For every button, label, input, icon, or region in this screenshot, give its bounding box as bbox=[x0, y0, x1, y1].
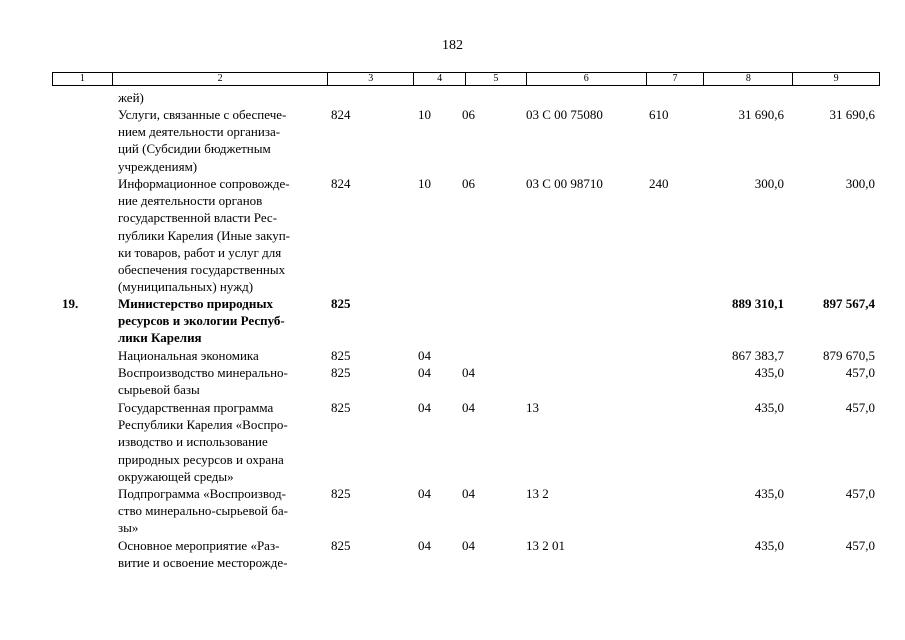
row-name bbox=[118, 537, 287, 571]
cell-col-9: 897 567,4 bbox=[823, 296, 875, 311]
cell-col-3: 824 bbox=[331, 107, 351, 122]
row-name-line: (муниципальных) нужд) bbox=[118, 279, 254, 295]
cell-col-3: 824 bbox=[331, 176, 351, 191]
cell-col-4: 10 bbox=[418, 176, 431, 191]
page-number: 182 bbox=[442, 38, 463, 53]
row-name bbox=[118, 364, 288, 398]
cell-col-7: 240 bbox=[649, 176, 669, 191]
row-name-line: Информационное сопровожде- bbox=[118, 176, 290, 191]
row-name-line: зы» bbox=[118, 520, 139, 536]
table-row bbox=[52, 89, 880, 106]
cell-col-8: 889 310,1 bbox=[732, 296, 784, 311]
row-name-line: Республики Карелия «Воспро- bbox=[118, 417, 288, 433]
row-name-line: природных ресурсов и охрана bbox=[118, 451, 284, 467]
row-name-line: ки товаров, работ и услуг для bbox=[118, 244, 282, 260]
header-col-5: 5 bbox=[466, 73, 527, 85]
cell-col-3: 825 bbox=[331, 365, 351, 380]
row-name-line: Подпрограмма «Воспроизвод- bbox=[118, 486, 287, 501]
row-name-line: ций (Субсидии бюджетным bbox=[118, 141, 271, 157]
cell-col-3: 825 bbox=[331, 296, 351, 311]
header-col-8: 8 bbox=[704, 73, 793, 85]
cell-col-9: 31 690,6 bbox=[829, 107, 875, 122]
row-name-line: публики Карелия (Иные закуп- bbox=[118, 227, 291, 243]
table-row bbox=[52, 364, 880, 398]
cell-col-6: 13 bbox=[526, 400, 539, 415]
row-name bbox=[118, 347, 259, 364]
cell-col-4: 04 bbox=[418, 365, 431, 380]
cell-col-8: 867 383,7 bbox=[732, 348, 784, 363]
row-name-line: изводство и использование bbox=[118, 434, 268, 450]
cell-col-9: 879 670,5 bbox=[823, 348, 875, 363]
row-name-line: жей) bbox=[118, 90, 144, 105]
row-name-line: лики Карелия bbox=[118, 330, 202, 346]
row-name-line: Воспроизводство минерально- bbox=[118, 365, 288, 380]
row-name bbox=[118, 89, 144, 106]
cell-col-5: 04 bbox=[462, 365, 475, 380]
row-name-line: ние деятельности органов bbox=[118, 193, 263, 209]
cell-col-4: 04 bbox=[418, 400, 431, 415]
cell-col-6: 03 С 00 75080 bbox=[526, 107, 603, 122]
row-name-line: нием деятельности организа- bbox=[118, 124, 281, 140]
header-col-1: 1 bbox=[53, 73, 113, 85]
cell-col-5: 04 bbox=[462, 486, 475, 501]
cell-col-8: 31 690,6 bbox=[738, 107, 784, 122]
cell-col-4: 04 bbox=[418, 486, 431, 501]
row-name-line: Национальная экономика bbox=[118, 348, 259, 363]
row-name-line: Услуги, связанные с обеспече- bbox=[118, 107, 287, 122]
table-row bbox=[52, 106, 880, 175]
cell-col-3: 825 bbox=[331, 400, 351, 415]
row-name-line: Государственная программа bbox=[118, 400, 274, 415]
row-name-line: окружающей среды» bbox=[118, 468, 234, 484]
row-name-line: Основное мероприятие «Раз- bbox=[118, 538, 280, 553]
cell-col-8: 300,0 bbox=[754, 176, 784, 191]
row-number: 19. bbox=[62, 296, 79, 311]
cell-col-7: 610 bbox=[649, 107, 669, 122]
cell-col-9: 457,0 bbox=[845, 538, 875, 553]
table-header bbox=[52, 72, 880, 86]
cell-col-5: 06 bbox=[462, 176, 475, 191]
cell-col-5: 06 bbox=[462, 107, 475, 122]
table-row bbox=[52, 295, 880, 347]
header-col-6: 6 bbox=[527, 73, 647, 85]
row-name-line: сырьевой базы bbox=[118, 382, 200, 398]
header-col-3: 3 bbox=[328, 73, 414, 85]
row-name bbox=[118, 485, 288, 537]
cell-col-5: 04 bbox=[462, 400, 475, 415]
cell-col-8: 435,0 bbox=[754, 365, 784, 380]
row-name-line: обеспечения государственных bbox=[118, 262, 286, 278]
row-name bbox=[118, 175, 290, 295]
row-name bbox=[118, 295, 285, 347]
cell-col-4: 04 bbox=[418, 348, 431, 363]
cell-col-6: 13 2 bbox=[526, 486, 549, 501]
cell-col-8: 435,0 bbox=[754, 400, 784, 415]
cell-col-9: 300,0 bbox=[845, 176, 875, 191]
cell-col-6: 03 С 00 98710 bbox=[526, 176, 603, 191]
header-col-9: 9 bbox=[833, 73, 839, 84]
cell-col-9: 457,0 bbox=[845, 365, 875, 380]
table-row bbox=[52, 347, 880, 364]
table-row bbox=[52, 537, 880, 571]
cell-col-9: 457,0 bbox=[845, 486, 875, 501]
cell-col-8: 435,0 bbox=[754, 538, 784, 553]
row-name-line: ство минерально-сырьевой ба- bbox=[118, 503, 288, 519]
cell-col-3: 825 bbox=[331, 538, 351, 553]
cell-col-5: 04 bbox=[462, 538, 475, 553]
header-col-2: 2 bbox=[113, 73, 328, 85]
row-name-line: витие и освоение месторожде- bbox=[118, 555, 288, 571]
row-name bbox=[118, 106, 286, 175]
row-name-line: учреждениям) bbox=[118, 158, 198, 174]
cell-col-9: 457,0 bbox=[845, 400, 875, 415]
table-row bbox=[52, 485, 880, 537]
row-name-line: ресурсов и экологии Респуб- bbox=[118, 313, 285, 329]
cell-col-8: 435,0 bbox=[754, 486, 784, 501]
cell-col-4: 04 bbox=[418, 538, 431, 553]
header-col-7: 7 bbox=[647, 73, 705, 85]
cell-col-4: 10 bbox=[418, 107, 431, 122]
row-name-line: Министерство природных bbox=[118, 296, 274, 311]
table-row bbox=[52, 399, 880, 485]
cell-col-3: 825 bbox=[331, 486, 351, 501]
row-name-line: государственной власти Рес- bbox=[118, 210, 278, 226]
cell-col-3: 825 bbox=[331, 348, 351, 363]
table-row bbox=[52, 175, 880, 295]
header-col-4: 4 bbox=[414, 73, 466, 85]
cell-col-6: 13 2 01 bbox=[526, 538, 565, 553]
row-name bbox=[118, 399, 288, 485]
